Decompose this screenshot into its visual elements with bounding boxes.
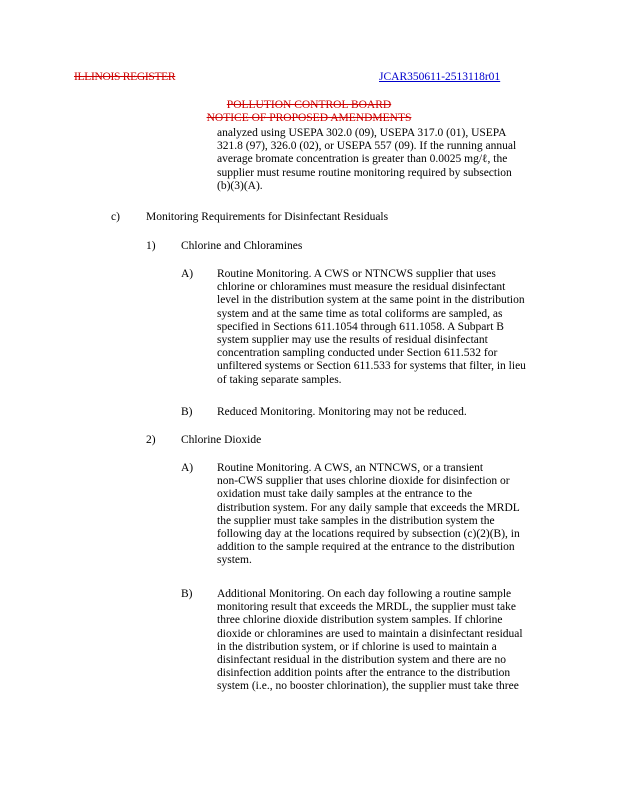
- section-c-label: c): [111, 211, 120, 223]
- text-line: chlorine or chloramines must measure the residual disinfectant: [217, 281, 506, 294]
- intro-paragraph: [217, 127, 516, 193]
- text-line: average bromate concentration is greater than 0.0025 mg/ℓ, the: [217, 153, 508, 166]
- item1-a-label: A): [181, 268, 194, 280]
- jcar-link[interactable]: JCAR350611-2513118r01: [379, 71, 501, 83]
- notice-title: NOTICE OF PROPOSED AMENDMENTS: [206, 112, 412, 124]
- text-line: (b)(3)(A).: [217, 179, 263, 192]
- text-line: 321.8 (97), 326.0 (02), or USEPA 557 (09). If the running annual: [217, 140, 517, 153]
- text-line: Reduced Monitoring. Monitoring may not be reduced.: [217, 406, 467, 418]
- text-line: Routine Monitoring. A CWS, an NTNCWS, or a transient: [217, 462, 484, 474]
- register-title: ILLINOIS REGISTER: [74, 71, 176, 83]
- item1-b-label: B): [181, 406, 193, 418]
- text-line: supplier must resume routine monitoring required by subsection: [217, 166, 512, 179]
- text-line: concentration sampling conducted under Section 611.532 for: [217, 347, 498, 360]
- text-line: analyzed using USEPA 302.0 (09), USEPA 317.0 (01), USEPA: [217, 127, 507, 139]
- text-line: non-CWS supplier that uses chlorine dioxide for disinfection or: [217, 475, 510, 488]
- text-line: of taking separate samples.: [217, 373, 342, 386]
- text-line: dioxide or chloramines are used to maintain a disinfectant residual: [217, 627, 523, 640]
- board-title: POLLUTION CONTROL BOARD: [226, 99, 392, 111]
- item2-a-label: A): [181, 462, 194, 474]
- text-line: distribution system. For any daily sample that exceeds the MRDL: [217, 501, 520, 514]
- text-line: Additional Monitoring. On each day following a routine sample: [217, 588, 512, 600]
- text-line: following day at the locations required by subsection (c)(2)(B), in: [217, 528, 520, 541]
- text-line: unfiltered systems or Section 611.533 for systems that filter, in lieu: [217, 360, 526, 373]
- item2-a-paragraph: [217, 462, 520, 568]
- text-line: Routine Monitoring. A CWS or NTNCWS supplier that uses: [217, 268, 496, 280]
- text-line: system and at the same time as total coliforms are sampled, as: [217, 307, 503, 320]
- text-line: system (i.e., no booster chlorination), the supplier must take three: [217, 680, 519, 693]
- text-line: the supplier must take samples in the distribution system the: [217, 514, 495, 527]
- text-line: specified in Sections 611.1054 through 611.1058. A Subpart B: [217, 320, 504, 333]
- text-line: in the distribution system, or if chlorine is used to maintain a: [217, 640, 497, 653]
- text-line: three chlorine dioxide distribution system samples. If chlorine: [217, 614, 503, 627]
- text-line: oxidation must take daily samples at the entrance to the: [217, 488, 473, 501]
- item1-b-paragraph: [217, 406, 467, 419]
- item2-b-paragraph: [217, 588, 523, 694]
- text-line: monitoring result that exceeds the MRDL, the supplier must take: [217, 601, 516, 614]
- text-line: disinfection addition points after the entrance to the distribution: [217, 667, 511, 680]
- item2-b-label: B): [181, 588, 193, 600]
- text-line: level in the distribution system at the same point in the distribution: [217, 294, 525, 307]
- section-c-title: Monitoring Requirements for Disinfectant Residuals: [146, 211, 389, 223]
- text-line: disinfectant residual in the distribution system and there are no: [217, 654, 507, 667]
- text-line: system.: [217, 554, 252, 567]
- item1-title: Chlorine and Chloramines: [181, 240, 303, 252]
- item2-label: 2): [146, 434, 156, 446]
- item1-label: 1): [146, 240, 156, 252]
- text-line: system supplier may use the results of residual disinfectant: [217, 334, 488, 347]
- item1-a-paragraph: [217, 268, 526, 387]
- item2-title: Chlorine Dioxide: [181, 434, 262, 446]
- text-line: addition to the sample required at the entrance to the distribution: [217, 541, 515, 554]
